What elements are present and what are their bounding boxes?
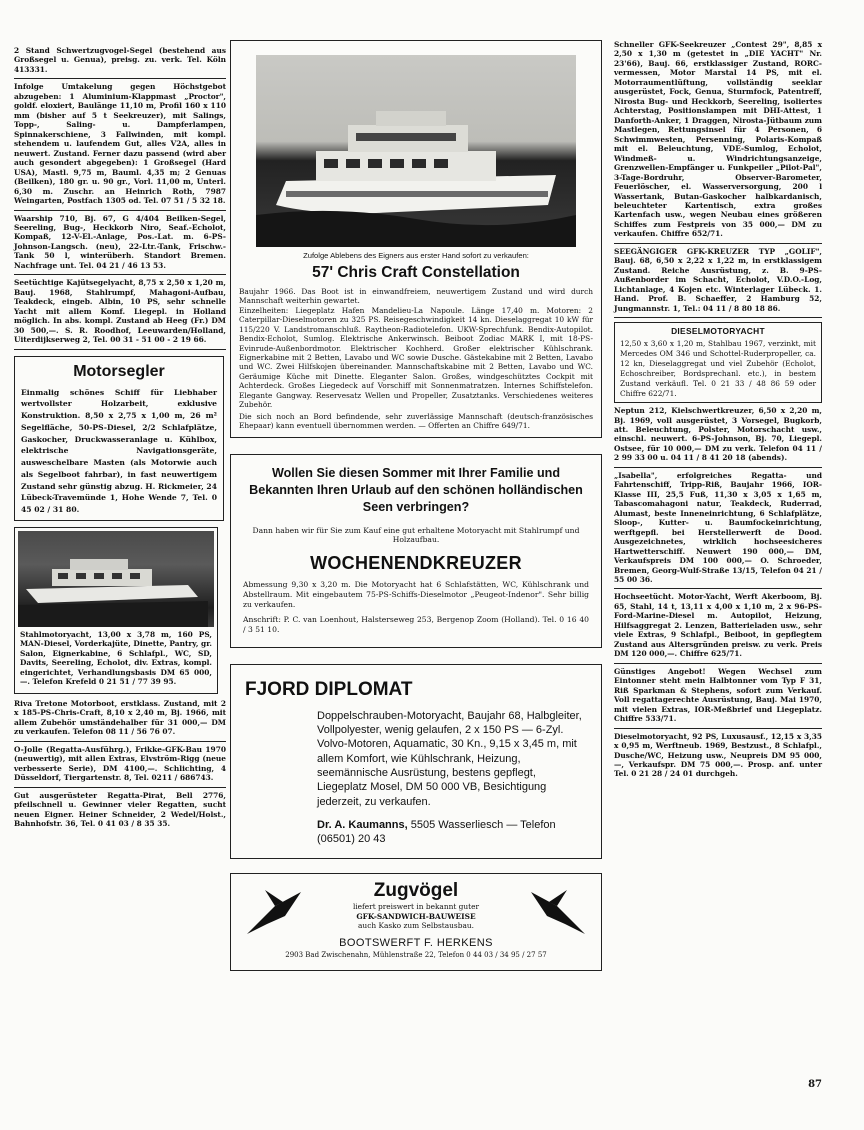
ad-text: Seetüchtige Kajütsegelyacht, 8,75 x 2,50 x 1,20 m, Bauj. 1968, Stahlrumpf, Mahagoni-Aufbau, Teakdeck, eingeb. Albin, 10 PS, sehr schnelle Yacht mit allem Komf. Liegepl. in Holland möglich. In abs. kompl. Zustand ab Heeg (Fr.) DM 30 500,—. S. R. Roodhof, Leeuwarden/Holland, Uiterdijkserweg 2, Tel. 00 31 - 51 00 - 2 19 66. xyxy=(14,278,226,345)
ad-text: Stahlmotoryacht, 13,00 x 3,78 m, 160 PS, MAN-Diesel, Vorderkajüte, Dinette, Pantry, gr. Salon, Eignerkabine, 6 Schlafpl., WC, SD, Davits, Seereling, Echolot, div. Extras, kompl. eingerichtet, Verhandlungsbasis DM 65 000,—. Telefon Krefeld 0 21 51 / 77 39 95. xyxy=(20,630,212,687)
cc-crew: Die sich noch an Bord befindende, sehr zuverlässige Mannschaft (deutsch-französisches Ehepaar) kann eventuell übernommen werden. — Offerten an Chiffre 649/71. xyxy=(239,411,593,431)
dm-title: DIESELMOTORYACHT xyxy=(671,326,765,337)
chris-craft-box xyxy=(230,40,602,438)
dieselmotoryacht-box xyxy=(614,322,822,403)
bird-right-icon xyxy=(529,886,587,940)
ad-text: Dieselmotoryacht, 92 PS, Luxusausf., 12,15 x 3,35 x 0,95 m, Werftneub. 1969, Bestzust., 8 Schlafpl., Dusche/WC, Heizung usw., Neupreis DM 95 000,—, Verkaufspr. DM 75 000,—. Prosp. anf. unter Tel. 0 21 28 / 24 01 durchgeh. xyxy=(614,731,822,779)
cc-caption: Zufolge Ablebens des Eigners aus erster Hand sofort zu verkaufen: xyxy=(303,251,529,260)
ad-text: Hochseetücht. Motor-Yacht, Werft Akerboom, Bj. 65, Stahl, 14 t, 13,11 x 4,00 x 1,10 m, 2 x 96-PS-Ford-Marine-Diesel m. Autopilot, Heizung, Hilfsaggregat 2. Lenzen, Batterieladen usw., sehr viele Extras, 9 Schlafpl., Beiboot, in gepflegtem Zustand aus Altersgründen preisw. zu verk. Preis DM 120 000,—. Chiffre 625/71. xyxy=(614,592,822,659)
wk-address: Anschrift: P. C. van Loenhout, Halsterseweg 253, Bergenop Zoom (Holland). Tel. 0 16 40 / 3 51 10. xyxy=(243,615,589,635)
motorsegler-box xyxy=(14,356,224,521)
cc-title: 57' Chris Craft Constellation xyxy=(312,263,520,281)
ad-o-jolle xyxy=(14,742,226,788)
chris-craft-photo xyxy=(256,55,576,247)
ad-text: Gut ausgerüsteter Regatta-Pirat, Bell 2776, pfeilschnell u. Gewinner vieler Regatten, sucht neuen Eigner. Heiner Schneider, 2 Wedel/Holst., Bahnhofstr. 36, Tel. 0 41 03 / 8 35 35. xyxy=(14,790,226,828)
motorsegler-text: Einmalig schönes Schiff für Liebhaber wertvollster Holzarbeit, exklusive Konstruktion. 8,50 x 2,75 x 1,00 m, 26 m² Segelfläche, 50-PS-Diesel, 2/2 Schlafplätze, Gaskocher, Druckwasseranlage u. Kühlbox, elektrische Navigationsgeräte, ausweschelbare Masten (als Motorwie auch als Segelboot fahrbar), in fast neuwertigem Zustand sehr günstig abzug. H. Rickmeier, 24 Lübeck-Travemünde 1, Hohe Wende 7, Tel. 0 45 02 / 31 80. xyxy=(21,387,217,515)
wk-question: Wollen Sie diesen Sommer mit Ihrer Familie und Bekannten Ihren Urlaub auf den schönen holländischen Seen verbringen? xyxy=(249,465,583,514)
ad-text: Infolge Umtakelung gegen Höchstgebot abzugeben: 1 Aluminium-Klappmast „Proctor", goldf. eloxiert, Baulänge 11,10 m, Profil 160 x 110 mm (bisher auf 5 t Seekreuzer), mit Salings, Topp-, Saling- u. Dampferlampen, Spinnakerschiene, 3 Fallwinden, mit kompl. stehendem u. laufendem Gut, alles V2A, alles in neuwert. Zustand. Ferner dazu passend (wird aber auch gesondert abgegeben): 1 Großsegel (Hard USA), Mastl. 9,75 m, Bauml. 4,35 m; 2 Genuas (Beilken), 180 gr. u. 90 gr., Vorl. 11,00 m, Unterl. 6,30 m. Zuschr. an Heinrich Roth, 7987 Weingarten, Postfach 1305 od. Tel. 07 51 / 5 32 18. xyxy=(14,82,226,206)
page-number: 87 xyxy=(808,1079,822,1090)
ad-kajuetsegelyacht xyxy=(14,275,226,349)
ad-text: „Isabella", erfolgreiches Regatta- und Fahrtenschiff, Tripp-Riß, Baujahr 1966, IOR-Klasse III, 25,5 Fuß, 11,30 x 3,05 x 1,65 m, Tabascomahagoni natur, Teakdeck, Ruderrad, Alumast, beste Inneneinrichtung, 6 Schlafplätze, Sloop-, Kutter- u. Baumfockeinrichtung, werftgepfl. bei Herstellerwerft de Dood. Ausgezeichnetes, wirklich hochseesicheres Hartwetterschiff. Neuwert 190 000,— DM, Verkaufspreis DM 100 000,— O. Schroeder, Bremen, Georg-Wulf-Straße 13/15, Telefon 04 21 / 55 00 36. xyxy=(614,470,822,584)
ad-isabella xyxy=(614,468,822,590)
ad-text: Schneller GFK-Seekreuzer „Contest 29", 8,85 x 2,50 x 1,30 m (getestet in „DIE YACHT" Nr. 23'66), Bauj. 66, erstklassiger Zustand, RORC-vermessen, Motor Marstal 14 PS, mit el. Motorraumentlüftung, vollständig seeklar ausgerüstet, Fock, Genua, Sturmfock, Patentreff, Nirosta Bug- und Heckkorb, Seereling, isoliertes Achterstag, Positionslampen mit DHI-Attest, 1 Danforth-Anker, 1 Draggen, Nirosta-Jütbaum zum Mastlegen, Rettungsinsel für 4 Personen, 6 Schwimmwesten, Persenning, Polaris-Kompaß mit el. Beleuchtung, VDE-Sumlog, Echolot, Windmeß- u. Windrichtungsanzeige, Grenzwellen-Empfänger u. Funkpeiler „Pilot-Pal", 3-Tage-Bordruhr, Observer-Barometer, Feuerlöscher, el. Wasserversorgung, 200 l Wassertank, Butan-Gaskocher halbkardanisch, beleuchteter Kartentisch, extra großes Kartenfach usw., wegen Neubau eines größeren Schiffes zum Festpreis von 35 000,— DM zu verkaufen. Chiffre 652/71. xyxy=(614,40,822,239)
ad-text: SEEGÄNGIGER GFK-KREUZER TYP „GOLIF", Bauj. 68, 6,50 x 2,22 x 1,22 m, in erstklassigem Zustand. Reiche Ausrüstung, z. B. 9-PS-Außenborder im Schacht, Echolot, V.D.O.-Log, Lichtanlage, 4 Kojen etc. Winterlager Lübeck. 1. Hand. Prof. B. Schaeffer, 2 Hamburg 52, Jungmannstr. 1, Tel.: 04 11 / 8 80 18 86. xyxy=(614,246,822,313)
fd-text: Doppelschrauben-Motoryacht, Baujahr 68, Halbgleiter, Vollpolyester, wenig gelaufen, 2 x 150 PS — 6-Zyl. Volvo-Motoren, Aquamatic, 30 Kn., 9,15 x 3,45 m, mit allem Komfort, wie Kühlschrank, Heizung, seemännische Ausrüstung, bestens gepflegt, Liegeplatz Mosel, DM 50 000 VB, Besichtigung jederzeit, zu verkaufen. xyxy=(317,709,582,808)
fd-contact-rest: 5505 Wasserliesch — Telefon (06501) 20 43 xyxy=(317,818,556,846)
zugvoegel-box xyxy=(230,873,602,971)
chris-craft-image xyxy=(256,55,576,247)
ad-text: Günstiges Angebot! Wegen Wechsel zum Eintonner steht mein Halbtonner vom Typ F 31, Riß Sparkman & Stephens, sofort zum Verkauf. Voll regattagerechte Ausrüstung, Bauj. Mai 1970, mit vielen Extras, IOR-Meßbrief und Liegeplatz. Chiffre 533/71. xyxy=(614,666,822,724)
fd-contact xyxy=(317,818,583,847)
stahlmotoryacht-text xyxy=(18,627,214,690)
ad-text: Waarship 710, Bj. 67, G 4/404 Beilken-Segel, Seereling, Bug-, Heckkorb Niro, Seaf.-Echolot, Kompaß, 12-V-El.-Anlage, Pos.-Lat. m. 6-PS-Johnson-Langsch. (neu), 22-Ltr.-Tank, Frischw.-Tank 50 l, winterüberh. Standort Bremen. Nachfrage unt. Tel. 04 21 / 46 13 53. xyxy=(14,213,226,270)
cc-details: Einzelheiten: Liegeplatz Hafen Mandelieu-La Napoule. Länge 17,40 m. Motoren: 2 Caterpillar-Dieselmotoren zu 325 PS. Reisegeschwindigkeit 14 kn. Dieselaggregat 10 kW für 115/220 V. Landstromanschluß. Raytheon-Radiotelefon. UKW-Sprechfunk. Bendix-Autopilot. Bendix-Echolot, Sumlog. Elektrische Ankerwinsch. Beiboot Zodiac MARK I, mit 18-PS-Evinrude-Außenbordmotor. Elektrischer Kochherd. Großer elektrischer Kühlschrank. Eignerkabine mit 2 Betten, Lavabo und WC sowie Dusche. Gästekabine mit 2 Betten, Lavabo und WC. Zwei Hilfskojen übereinander. Mannschaftskabine mit 2 Betten, Lavabo und WC. Geräumige Küche mit Dinette. Eleganter Salon. Großes, windgeschütztes Cockpit mit Achterdeck. Großes Liegedeck auf Vorschiff mit Sonnenmatratzen. Internes Schiffstelefon. Elegante Gangway. Reservesatz Wellen und Propeller, Zusatztanks. Verschiedenes weiteres Zubehör. xyxy=(239,305,593,410)
ad-waarship xyxy=(14,211,226,276)
wk-intro: Dann haben wir für Sie zum Kauf eine gut erhaltene Motoryacht mit Stahlrumpf und Holzaufbau. xyxy=(252,525,580,545)
column-middle xyxy=(230,40,602,971)
stahlmotoryacht-box xyxy=(14,527,218,694)
zv-title: Zugvögel xyxy=(373,880,459,902)
column-right xyxy=(614,40,822,783)
ad-text: Riva Tretone Motorboot, erstklass. Zustand, mit 2 x 185-PS-Chris-Craft, 8,10 x 2,40 m, Bj. 1966, mit allem Zubehör umständehalber für 31 000,— DM zu verkaufen. Telefon 08 11 / 56 76 07. xyxy=(14,698,226,737)
zv-company: BOOTSWERFT F. HERKENS xyxy=(339,936,493,949)
fjord-diplomat-box xyxy=(230,664,602,860)
ad-contest-29 xyxy=(614,40,822,244)
ad-text: Neptun 212, Kielschwertkreuzer, 6,50 x 2,20 m, Bj. 1969, voll ausgerüstet, 3 Vorsegel, Bugkorb, att. Beleuchtung, Polster, Motorschacht usw., einschl. neuwert. 6-PS-Johnson, Bj. 70, Liegepl. Ostsee, für 10 000,— DM zu verk. Telefon 04 11 / 2 99 33 00 u. 04 11 / 8 41 20 18 (abends). xyxy=(614,406,822,463)
ad-regatta-pirat xyxy=(14,788,226,833)
ad-text: 2 Stand Schwertzugvogel-Segel (bestehend aus Großsegel u. Genua), preisg. zu. verk. Tel. Köln 413331. xyxy=(14,46,226,74)
ad-golif xyxy=(614,244,822,318)
wk-title: WOCHENENDKREUZER xyxy=(310,553,522,574)
dm-text: 12,50 x 3,60 x 1,20 m, Stahlbau 1967, verzinkt, mit Mercedes OM 346 und Schottel-Ruderpropeller, ca. 12 kn, Dieselaggregat und viel Zubehör (Echolot, Echoschreiber, Bordsprechanl. etc.), in bestem Zustand verkäufl. Tel. 0 21 33 / 48 86 59 oder Chiffre 622/71. xyxy=(620,339,816,399)
zv-line2: GFK-SANDWICH-BAUWEISE xyxy=(356,911,476,921)
fd-contact-name: Dr. A. Kaumanns, xyxy=(317,818,408,831)
fd-title: FJORD DIPLOMAT xyxy=(245,678,413,700)
ad-schwertzugvogel xyxy=(14,40,226,79)
motoryacht-image xyxy=(18,531,208,627)
ad-klappmast xyxy=(14,79,226,210)
cc-intro: Baujahr 1966. Das Boot ist in einwandfreiem, neuwertigem Zustand und wird durch Mannschaft weiterhin gewartet. xyxy=(239,286,593,306)
ad-text: O-Jolle (Regatta-Ausführg.), Frikke-GFK-Bau 1970 (neuwertig), mit allen Extras, Elvström-Rigg (neue verbesserte Serie), DM 4100,—. Schlichting, 4 Düsseldorf, Tiergartenstr. 8, Tel. 0211 / 686743. xyxy=(14,744,226,783)
motorsegler-title: Motorsegler xyxy=(73,362,165,380)
column-left xyxy=(14,40,226,832)
ad-hochseetuecht xyxy=(614,589,822,663)
zv-address: 2903 Bad Zwischenahn, Mühlenstraße 22, Telefon 0 44 03 / 34 95 / 27 57 xyxy=(285,950,547,959)
stahlmotoryacht-photo xyxy=(18,531,214,627)
ad-guenstiges-angebot xyxy=(614,664,822,729)
zv-line1: liefert preiswert in bekannt guter xyxy=(352,902,480,912)
ad-neptun xyxy=(614,403,822,468)
zv-line3: auch Kasko zum Selbstausbau. xyxy=(358,921,474,931)
bird-left-icon xyxy=(245,886,303,940)
ad-dieselmotoryacht-92 xyxy=(614,729,822,783)
ad-riva xyxy=(14,696,226,742)
wk-text: Abmessung 9,30 x 3,20 m. Die Motoryacht hat 6 Schlafstätten, WC, Kühlschrank und Abstellraum. Mit eingebautem 75-PS-Schiffs-Dieselmotor „Peugeot-Indenor". Sehr billig zu verkaufen. xyxy=(243,580,589,609)
wochenendkreuzer-box xyxy=(230,454,602,648)
